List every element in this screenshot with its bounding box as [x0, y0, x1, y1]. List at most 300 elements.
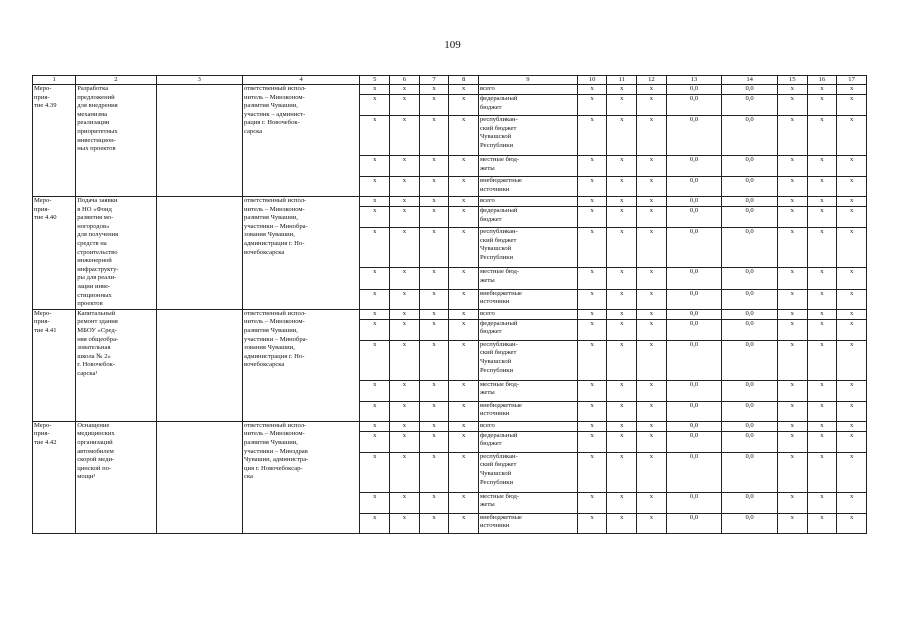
- value-cell: x: [390, 340, 420, 380]
- value-cell: x: [390, 309, 420, 319]
- value-cell: x: [390, 380, 420, 401]
- value-cell: 0,0: [722, 309, 778, 319]
- executor: ответственный испол- нитель – Минэконом- развития Чувашии, участники – Минобра- зования Чувашии, администрация г. Но- вочебоксарска: [243, 197, 360, 310]
- value-cell: x: [577, 228, 607, 268]
- funding-source: всего: [478, 197, 577, 207]
- value-cell: x: [637, 421, 667, 431]
- column-number: 16: [807, 76, 837, 85]
- value-cell: 0,0: [722, 421, 778, 431]
- value-cell: x: [837, 452, 867, 492]
- value-cell: x: [360, 289, 390, 309]
- value-cell: x: [360, 177, 390, 197]
- funding-source: внебюджетные источники: [478, 177, 577, 197]
- value-cell: x: [777, 319, 807, 340]
- event-number: Меро- прия- тие 4.39: [33, 85, 76, 197]
- value-cell: 0,0: [666, 289, 722, 309]
- value-cell: x: [577, 431, 607, 452]
- value-cell: x: [607, 513, 637, 533]
- value-cell: x: [449, 268, 479, 289]
- value-cell: x: [390, 319, 420, 340]
- value-cell: x: [360, 431, 390, 452]
- value-cell: x: [390, 268, 420, 289]
- value-cell: 0,0: [666, 177, 722, 197]
- table-body: [33, 85, 867, 534]
- value-cell: x: [577, 452, 607, 492]
- value-cell: x: [837, 492, 867, 513]
- value-cell: x: [360, 228, 390, 268]
- value-cell: 0,0: [722, 116, 778, 156]
- value-cell: 0,0: [722, 431, 778, 452]
- value-cell: x: [637, 268, 667, 289]
- value-cell: 0,0: [722, 207, 778, 228]
- value-cell: x: [777, 116, 807, 156]
- empty-cell: [156, 421, 242, 533]
- value-cell: x: [777, 85, 807, 95]
- funding-source: местные бюд- жеты: [478, 156, 577, 177]
- funding-source: федеральный бюджет: [478, 207, 577, 228]
- value-cell: x: [390, 289, 420, 309]
- value-cell: 0,0: [722, 380, 778, 401]
- value-cell: x: [807, 492, 837, 513]
- value-cell: x: [390, 207, 420, 228]
- value-cell: x: [607, 228, 637, 268]
- value-cell: x: [360, 513, 390, 533]
- funding-source: местные бюд- жеты: [478, 492, 577, 513]
- value-cell: x: [777, 268, 807, 289]
- funding-source: внебюджетные источники: [478, 513, 577, 533]
- value-cell: x: [419, 156, 449, 177]
- value-cell: x: [807, 177, 837, 197]
- value-cell: x: [390, 197, 420, 207]
- value-cell: x: [449, 401, 479, 421]
- value-cell: x: [837, 340, 867, 380]
- funding-source: всего: [478, 309, 577, 319]
- value-cell: x: [449, 85, 479, 95]
- column-number: 15: [777, 76, 807, 85]
- value-cell: x: [577, 421, 607, 431]
- funding-source: республикан- ский бюджет Чувашской Республики: [478, 116, 577, 156]
- value-cell: x: [449, 513, 479, 533]
- value-cell: x: [837, 268, 867, 289]
- value-cell: x: [837, 228, 867, 268]
- value-cell: 0,0: [722, 340, 778, 380]
- value-cell: x: [419, 513, 449, 533]
- value-cell: x: [637, 492, 667, 513]
- value-cell: x: [449, 380, 479, 401]
- value-cell: 0,0: [666, 309, 722, 319]
- value-cell: x: [607, 289, 637, 309]
- value-cell: 0,0: [666, 319, 722, 340]
- value-cell: x: [449, 207, 479, 228]
- value-cell: x: [577, 401, 607, 421]
- empty-cell: [156, 85, 242, 197]
- value-cell: x: [837, 207, 867, 228]
- value-cell: x: [837, 85, 867, 95]
- value-cell: x: [807, 197, 837, 207]
- value-cell: x: [777, 380, 807, 401]
- value-cell: x: [449, 228, 479, 268]
- value-cell: 0,0: [666, 340, 722, 380]
- value-cell: x: [837, 289, 867, 309]
- column-number: 3: [156, 76, 242, 85]
- value-cell: x: [777, 289, 807, 309]
- value-cell: x: [449, 492, 479, 513]
- value-cell: 0,0: [666, 268, 722, 289]
- value-cell: x: [360, 380, 390, 401]
- value-cell: x: [360, 319, 390, 340]
- value-cell: x: [607, 431, 637, 452]
- value-cell: x: [577, 268, 607, 289]
- value-cell: x: [577, 513, 607, 533]
- value-cell: x: [807, 309, 837, 319]
- value-cell: x: [777, 431, 807, 452]
- value-cell: x: [807, 289, 837, 309]
- column-number: 14: [722, 76, 778, 85]
- executor: ответственный испол- нитель – Минэконом- развития Чувашии, участник – админист- рация г. Новочебок- сарска: [243, 85, 360, 197]
- column-number: 12: [637, 76, 667, 85]
- value-cell: x: [637, 116, 667, 156]
- value-cell: x: [390, 116, 420, 156]
- value-cell: x: [449, 431, 479, 452]
- funding-source: федеральный бюджет: [478, 95, 577, 116]
- value-cell: x: [577, 289, 607, 309]
- value-cell: x: [807, 207, 837, 228]
- value-cell: x: [777, 492, 807, 513]
- column-number: 13: [666, 76, 722, 85]
- value-cell: 0,0: [666, 401, 722, 421]
- event-number: Меро- прия- тие 4.40: [33, 197, 76, 310]
- value-cell: x: [449, 116, 479, 156]
- value-cell: x: [777, 228, 807, 268]
- value-cell: 0,0: [722, 401, 778, 421]
- value-cell: x: [607, 156, 637, 177]
- column-number: 2: [76, 76, 156, 85]
- value-cell: x: [837, 421, 867, 431]
- value-cell: x: [637, 177, 667, 197]
- value-cell: x: [577, 95, 607, 116]
- event-name: Оснащение медицинских организаций автомобилем скорой меди- цинской по- мощи¹: [76, 421, 156, 533]
- value-cell: x: [607, 177, 637, 197]
- value-cell: x: [637, 95, 667, 116]
- value-cell: x: [419, 116, 449, 156]
- funding-source: федеральный бюджет: [478, 319, 577, 340]
- value-cell: x: [607, 421, 637, 431]
- value-cell: x: [390, 452, 420, 492]
- value-cell: x: [837, 401, 867, 421]
- value-cell: x: [777, 340, 807, 380]
- value-cell: x: [449, 177, 479, 197]
- column-number: 8: [449, 76, 479, 85]
- table-row: [33, 85, 867, 95]
- value-cell: 0,0: [666, 156, 722, 177]
- value-cell: x: [360, 116, 390, 156]
- table-row: [33, 421, 867, 431]
- value-cell: x: [577, 492, 607, 513]
- value-cell: x: [360, 421, 390, 431]
- value-cell: x: [607, 95, 637, 116]
- value-cell: x: [419, 401, 449, 421]
- value-cell: 0,0: [666, 116, 722, 156]
- value-cell: x: [390, 228, 420, 268]
- table-row: [33, 309, 867, 319]
- value-cell: x: [637, 319, 667, 340]
- value-cell: x: [837, 513, 867, 533]
- value-cell: x: [419, 207, 449, 228]
- value-cell: x: [807, 452, 837, 492]
- value-cell: x: [637, 228, 667, 268]
- value-cell: x: [449, 309, 479, 319]
- value-cell: x: [360, 197, 390, 207]
- value-cell: 0,0: [722, 228, 778, 268]
- value-cell: x: [577, 116, 607, 156]
- event-number: Меро- прия- тие 4.41: [33, 309, 76, 421]
- event-name: Подача заявки в НО «Фонд развития мо- ногородов» для получения средств на строительство инженерной инфраструкту- ры для реали- зации инве- стиционных проектов: [76, 197, 156, 310]
- column-number: 11: [607, 76, 637, 85]
- value-cell: x: [637, 156, 667, 177]
- value-cell: x: [837, 380, 867, 401]
- value-cell: x: [360, 340, 390, 380]
- empty-cell: [156, 197, 242, 310]
- value-cell: x: [637, 207, 667, 228]
- value-cell: x: [807, 268, 837, 289]
- funding-source: республикан- ский бюджет Чувашской Республики: [478, 228, 577, 268]
- funding-source: федеральный бюджет: [478, 431, 577, 452]
- value-cell: x: [419, 177, 449, 197]
- column-numbers-header: [33, 76, 867, 85]
- column-number: 4: [243, 76, 360, 85]
- value-cell: x: [807, 319, 837, 340]
- value-cell: x: [360, 207, 390, 228]
- value-cell: x: [390, 95, 420, 116]
- value-cell: x: [637, 289, 667, 309]
- column-number: 7: [419, 76, 449, 85]
- value-cell: x: [607, 116, 637, 156]
- value-cell: x: [360, 156, 390, 177]
- value-cell: x: [637, 380, 667, 401]
- funding-source: всего: [478, 85, 577, 95]
- value-cell: 0,0: [666, 228, 722, 268]
- value-cell: 0,0: [722, 513, 778, 533]
- value-cell: x: [607, 207, 637, 228]
- value-cell: x: [419, 421, 449, 431]
- value-cell: x: [777, 513, 807, 533]
- program-table: [32, 75, 867, 534]
- value-cell: x: [777, 207, 807, 228]
- empty-cell: [156, 309, 242, 421]
- funding-source: всего: [478, 421, 577, 431]
- column-number: 6: [390, 76, 420, 85]
- value-cell: x: [449, 156, 479, 177]
- value-cell: x: [777, 421, 807, 431]
- value-cell: x: [607, 492, 637, 513]
- value-cell: 0,0: [722, 452, 778, 492]
- value-cell: x: [807, 95, 837, 116]
- value-cell: x: [837, 177, 867, 197]
- value-cell: x: [360, 492, 390, 513]
- header-row: [33, 76, 867, 85]
- value-cell: 0,0: [722, 95, 778, 116]
- value-cell: x: [837, 431, 867, 452]
- value-cell: 0,0: [666, 431, 722, 452]
- executor: ответственный испол- нитель – Минэконом- развития Чувашии, участники – Минобра- зования Чувашии, администрация г. Но- вочебоксарска: [243, 309, 360, 421]
- value-cell: x: [777, 452, 807, 492]
- value-cell: x: [777, 309, 807, 319]
- value-cell: x: [419, 492, 449, 513]
- funding-source: республикан- ский бюджет Чувашской Республики: [478, 340, 577, 380]
- value-cell: x: [807, 85, 837, 95]
- value-cell: x: [360, 268, 390, 289]
- value-cell: x: [419, 431, 449, 452]
- value-cell: x: [637, 340, 667, 380]
- value-cell: x: [419, 85, 449, 95]
- value-cell: x: [807, 513, 837, 533]
- value-cell: x: [777, 177, 807, 197]
- value-cell: x: [637, 197, 667, 207]
- value-cell: x: [390, 85, 420, 95]
- value-cell: x: [419, 95, 449, 116]
- value-cell: x: [837, 309, 867, 319]
- event-name: Капитальный ремонт здания МБОУ «Сред- няя общеобра- зовательная школа № 2» г. Новочебок- сарска¹: [76, 309, 156, 421]
- value-cell: 0,0: [666, 452, 722, 492]
- value-cell: x: [607, 85, 637, 95]
- value-cell: x: [607, 197, 637, 207]
- value-cell: x: [607, 401, 637, 421]
- value-cell: x: [837, 116, 867, 156]
- value-cell: x: [807, 156, 837, 177]
- value-cell: x: [807, 340, 837, 380]
- value-cell: x: [390, 492, 420, 513]
- funding-source: внебюджетные источники: [478, 289, 577, 309]
- value-cell: x: [777, 197, 807, 207]
- value-cell: 0,0: [722, 319, 778, 340]
- value-cell: x: [419, 309, 449, 319]
- value-cell: x: [837, 197, 867, 207]
- value-cell: 0,0: [666, 513, 722, 533]
- value-cell: x: [577, 197, 607, 207]
- value-cell: x: [360, 401, 390, 421]
- value-cell: 0,0: [722, 268, 778, 289]
- value-cell: 0,0: [666, 492, 722, 513]
- value-cell: 0,0: [722, 492, 778, 513]
- value-cell: x: [607, 309, 637, 319]
- value-cell: x: [777, 156, 807, 177]
- value-cell: x: [419, 228, 449, 268]
- value-cell: x: [449, 421, 479, 431]
- value-cell: x: [419, 268, 449, 289]
- value-cell: 0,0: [666, 95, 722, 116]
- value-cell: x: [577, 380, 607, 401]
- column-number: 5: [360, 76, 390, 85]
- value-cell: x: [777, 401, 807, 421]
- value-cell: x: [607, 319, 637, 340]
- event-number: Меро- прия- тие 4.42: [33, 421, 76, 533]
- value-cell: x: [390, 401, 420, 421]
- value-cell: x: [777, 95, 807, 116]
- value-cell: x: [390, 431, 420, 452]
- page-number: 109: [444, 39, 461, 51]
- value-cell: x: [607, 452, 637, 492]
- value-cell: x: [360, 85, 390, 95]
- value-cell: x: [449, 452, 479, 492]
- value-cell: 0,0: [666, 380, 722, 401]
- column-number: 17: [837, 76, 867, 85]
- value-cell: x: [607, 380, 637, 401]
- value-cell: x: [449, 197, 479, 207]
- value-cell: x: [390, 156, 420, 177]
- value-cell: x: [577, 177, 607, 197]
- value-cell: 0,0: [666, 207, 722, 228]
- value-cell: x: [577, 207, 607, 228]
- value-cell: x: [449, 95, 479, 116]
- value-cell: x: [837, 95, 867, 116]
- value-cell: x: [637, 431, 667, 452]
- value-cell: x: [607, 268, 637, 289]
- value-cell: x: [807, 431, 837, 452]
- value-cell: 0,0: [722, 156, 778, 177]
- value-cell: x: [390, 177, 420, 197]
- value-cell: x: [577, 309, 607, 319]
- column-number: 9: [478, 76, 577, 85]
- value-cell: 0,0: [722, 289, 778, 309]
- value-cell: x: [807, 116, 837, 156]
- value-cell: x: [419, 340, 449, 380]
- value-cell: x: [577, 340, 607, 380]
- funding-source: местные бюд- жеты: [478, 268, 577, 289]
- value-cell: 0,0: [722, 177, 778, 197]
- value-cell: x: [419, 380, 449, 401]
- value-cell: x: [390, 513, 420, 533]
- value-cell: x: [637, 513, 667, 533]
- executor: ответственный испол- нитель – Минэконом- развития Чувашии, участники – Минздрав Чувашии, администра- ция г. Новочебоксар- ска: [243, 421, 360, 533]
- funding-source: внебюджетные источники: [478, 401, 577, 421]
- value-cell: 0,0: [666, 197, 722, 207]
- value-cell: x: [637, 401, 667, 421]
- column-number: 1: [33, 76, 76, 85]
- value-cell: x: [637, 309, 667, 319]
- value-cell: 0,0: [666, 421, 722, 431]
- value-cell: 0,0: [722, 197, 778, 207]
- value-cell: x: [807, 421, 837, 431]
- value-cell: x: [390, 421, 420, 431]
- value-cell: x: [577, 156, 607, 177]
- value-cell: x: [607, 340, 637, 380]
- value-cell: 0,0: [666, 85, 722, 95]
- value-cell: x: [449, 340, 479, 380]
- value-cell: x: [449, 289, 479, 309]
- value-cell: 0,0: [722, 85, 778, 95]
- funding-source: местные бюд- жеты: [478, 380, 577, 401]
- funding-source: республикан- ский бюджет Чувашской Республики: [478, 452, 577, 492]
- value-cell: x: [360, 309, 390, 319]
- event-name: Разработка предложений для внедрения механизма реализации приоритетных инвестицион- ных проектов: [76, 85, 156, 197]
- value-cell: x: [449, 319, 479, 340]
- value-cell: x: [419, 452, 449, 492]
- column-number: 10: [577, 76, 607, 85]
- value-cell: x: [807, 228, 837, 268]
- value-cell: x: [807, 401, 837, 421]
- value-cell: x: [577, 319, 607, 340]
- value-cell: x: [637, 85, 667, 95]
- value-cell: x: [837, 156, 867, 177]
- value-cell: x: [360, 452, 390, 492]
- value-cell: x: [419, 319, 449, 340]
- value-cell: x: [577, 85, 607, 95]
- value-cell: x: [807, 380, 837, 401]
- value-cell: x: [637, 452, 667, 492]
- value-cell: x: [419, 289, 449, 309]
- value-cell: x: [360, 95, 390, 116]
- value-cell: x: [837, 319, 867, 340]
